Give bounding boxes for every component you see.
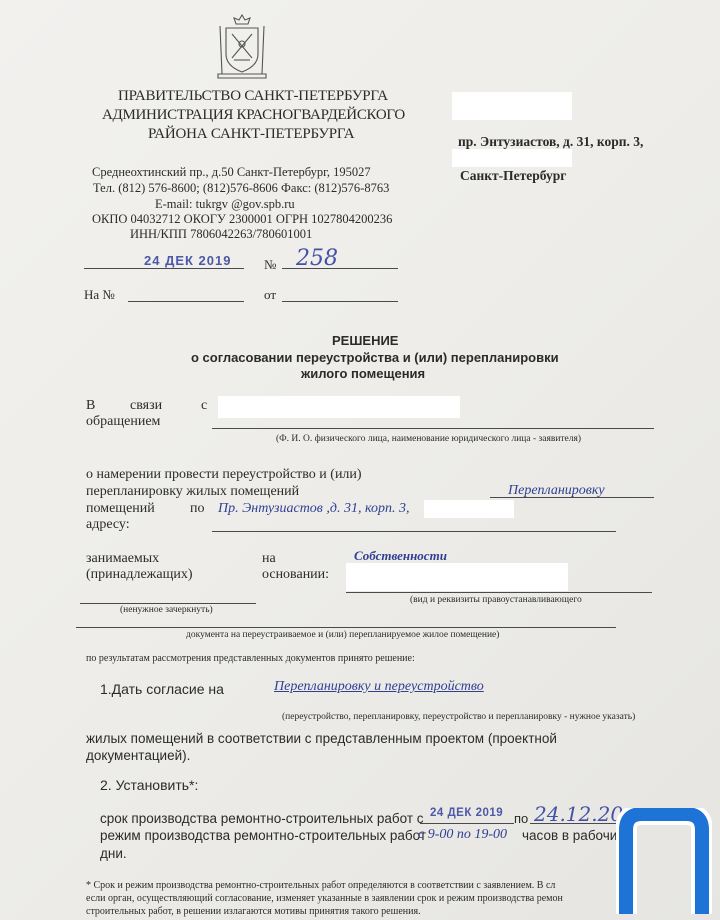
- footnote-line-3: строительных работ, в решении излагаются мотивы принятия такого решения.: [86, 906, 421, 917]
- rezhim-dni: дни.: [100, 846, 127, 861]
- rezhim-tail: часов в рабочие: [522, 828, 625, 843]
- number-label: №: [264, 257, 277, 272]
- coat-of-arms-icon: [212, 14, 272, 80]
- p1-caption: (переустройство, перепланировку, переустройство и перепланировку - нужное указать): [282, 712, 636, 722]
- text-osnovanii: основании:: [262, 567, 330, 582]
- decision-subtitle-1: о согласовании переустройства и (или) перепланировки: [191, 350, 559, 365]
- srok-po: по: [514, 811, 529, 826]
- gov-line-2: АДМИНИСТРАЦИЯ КРАСНОГВАРДЕЙСКОГО: [102, 107, 405, 123]
- redaction-applicant: [218, 396, 460, 418]
- footnote-line-2: если орган, осуществляющий согласование, изменяет указанные в заявлении срок и режим производства ремон: [86, 893, 563, 904]
- srok-text: срок производства ремонтно-строительных работ с: [100, 811, 424, 826]
- redaction-recipient-name: [452, 92, 572, 120]
- p2-label: 2. Установить*:: [100, 777, 199, 793]
- okpo-line: ОКПО 04032712 ОКОГУ 2300001 ОГРН 1027804200236: [92, 212, 393, 226]
- doc-caption: документа на переустраиваемое и (или) перепланируемое жилое помещение): [186, 630, 500, 640]
- p1-continuation-2: документацией).: [86, 748, 191, 763]
- address-line-2: Тел. (812) 576-8600; (812)576-8606 Факс: (812)576-8763: [93, 181, 390, 195]
- text-po: по: [190, 501, 205, 516]
- nenuzhnoe-caption: (ненужное зачеркнуть): [120, 605, 213, 615]
- vid-caption: (вид и реквизиты правоустанавливающего: [410, 595, 582, 605]
- srok-to-handwritten: 24.12.20: [534, 802, 624, 826]
- fio-caption: (Ф. И. О. физического лица, наименование юридического лица - заявителя): [276, 434, 582, 444]
- p1-continuation-1: жилых помещений в соответствии с представленным проектом (проектной: [86, 731, 557, 746]
- watermark-logo-icon: [616, 808, 712, 914]
- gov-line-1: ПРАВИТЕЛЬСТВО САНКТ-ПЕТЕРБУРГА: [118, 88, 388, 104]
- intent-line-1: о намерении провести переустройство и (или): [86, 467, 362, 482]
- email-line: E-mail: tukrgv @gov.spb.ru: [155, 197, 295, 211]
- type-line: [490, 497, 654, 498]
- date-line: [84, 268, 244, 269]
- gov-line-3: РАЙОНА САНКТ-ПЕТЕРБУРГА: [148, 126, 355, 142]
- text-prinadlezh: (принадлежащих): [86, 567, 193, 582]
- text-pomesheniy: помещений: [86, 501, 155, 516]
- number-value: 258: [296, 246, 338, 271]
- recipient-address: пр. Энтузиастов, д. 31, корп. 3,: [458, 134, 644, 149]
- intent-line-2: перепланировку жилых помещений: [86, 484, 300, 499]
- number-line: [282, 268, 398, 269]
- p1-handwritten: Перепланировку и переустройство: [274, 679, 484, 694]
- ot-label: от: [264, 287, 277, 302]
- address-line: [212, 531, 616, 532]
- inn-line: ИНН/КПП 7806042263/780601001: [130, 227, 313, 241]
- date-stamp: 24 ДЕК 2019: [144, 253, 232, 268]
- handwritten-basis: Собственности: [354, 548, 447, 563]
- text-svyazi: связи: [130, 398, 163, 413]
- na-label: На №: [84, 287, 115, 302]
- text-v: В: [86, 398, 96, 413]
- redaction-recipient-line: [452, 149, 572, 167]
- p1-label: 1.Дать согласие на: [100, 681, 224, 697]
- redaction-basis: [346, 563, 568, 591]
- doc-line: [76, 627, 616, 628]
- decision-subtitle-2: жилого помещения: [301, 366, 426, 381]
- applicant-line: [212, 428, 654, 429]
- text-na: на: [262, 551, 276, 566]
- redaction-address: [424, 500, 514, 518]
- nenuzhnoe-line: [80, 603, 256, 604]
- ot-line: [282, 301, 398, 302]
- decision-title: РЕШЕНИЕ: [332, 333, 399, 348]
- srok-to-line: [530, 823, 630, 824]
- recipient-city: Санкт-Петербург: [460, 168, 567, 183]
- handwritten-type: Перепланировку: [508, 483, 605, 498]
- basis-line: [346, 592, 652, 593]
- text-obrasheniem: обращением: [86, 414, 161, 429]
- srok-from-line: [420, 823, 514, 824]
- text-s: с: [201, 398, 208, 413]
- na-line: [128, 301, 244, 302]
- rezhim-hours: с 9-00 по 19-00: [418, 827, 508, 842]
- footnote-line-1: * Срок и режим производства ремонтно-строительных работ определяются в соответствии с заявлением. В сл: [86, 880, 556, 891]
- rezhim-text: режим производства ремонтно-строительных работ: [100, 828, 427, 843]
- text-adresu: адресу:: [86, 517, 130, 532]
- results-text: по результатам рассмотрения представленных документов принято решение:: [86, 653, 415, 664]
- handwritten-address: Пр. Энтузиастов ,д. 31, корп. 3,: [218, 501, 410, 516]
- address-line-1: Среднеохтинский пр., д.50 Санкт-Петербург, 195027: [92, 165, 371, 179]
- srok-from-stamp: 24 ДЕК 2019: [430, 807, 504, 819]
- text-zanimaemyh: занимаемых: [86, 551, 160, 566]
